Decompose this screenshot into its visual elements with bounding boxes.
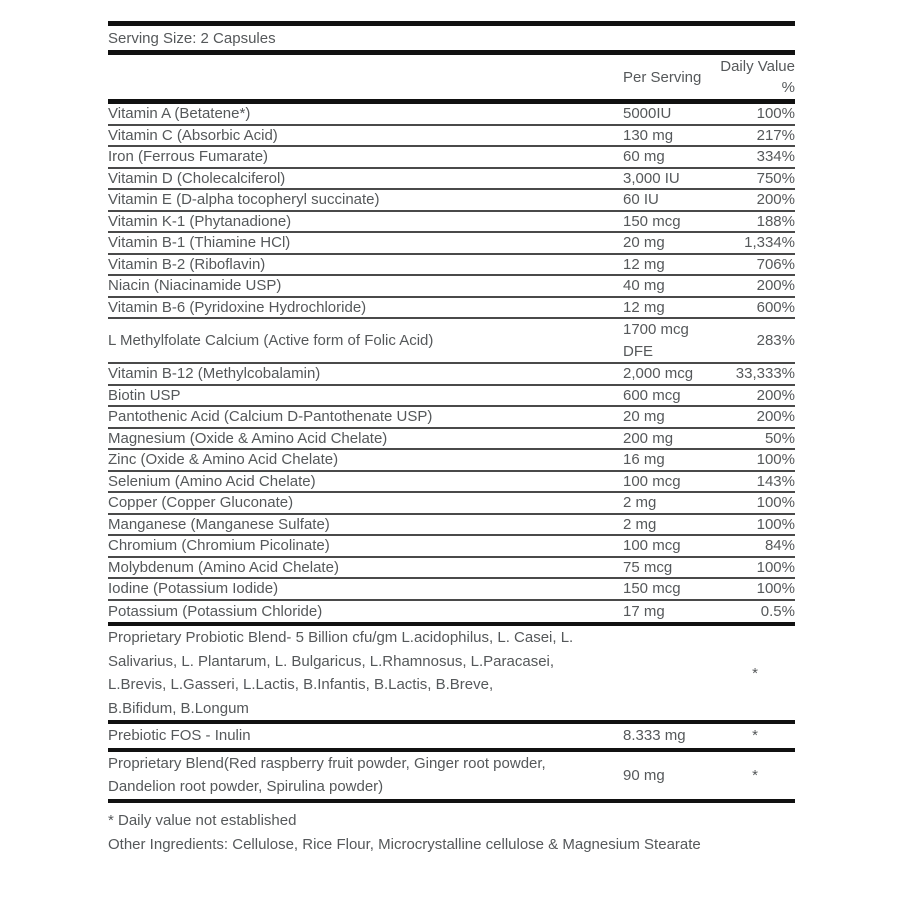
blend-row <box>108 724 795 748</box>
nutrient-row <box>108 536 795 558</box>
nutrient-daily-value: 1,334% <box>744 234 795 252</box>
nutrient-daily-value: 100% <box>756 451 795 469</box>
nutrient-amount: 150 mcg <box>623 580 681 598</box>
nutrient-row <box>108 429 795 451</box>
footnote-other-ingredients: Other Ingredients: Cellulose, Rice Flour, Microcrystalline cellulose & Magnesium Stearate <box>108 836 701 853</box>
nutrient-row <box>108 579 795 601</box>
nutrient-amount: 20 mg <box>623 234 665 252</box>
nutrient-daily-value: 100% <box>756 105 795 123</box>
per-serving-header: Per Serving <box>623 68 702 86</box>
nutrient-daily-value: 334% <box>756 148 795 166</box>
nutrient-name: Vitamin A (Betatene*) <box>108 105 251 123</box>
nutrient-row <box>108 190 795 212</box>
nutrient-name: Molybdenum (Amino Acid Chelate) <box>108 558 339 576</box>
nutrient-name: Copper (Copper Gluconate) <box>108 494 294 512</box>
nutrient-daily-value: 217% <box>756 126 795 144</box>
nutrient-daily-value: 100% <box>756 580 795 598</box>
nutrient-amount-line: DFE <box>623 342 653 360</box>
nutrient-daily-value: 84% <box>764 537 795 555</box>
nutrient-amount <box>623 319 715 363</box>
nutrient-amount: 5000IU <box>623 105 672 123</box>
nutrient-row <box>108 515 795 537</box>
nutrient-name: Biotin USP <box>108 386 181 404</box>
blend-name-line: B.Bifidum, B.Longum <box>108 699 249 717</box>
nutrient-row <box>108 169 795 191</box>
serving-size-row <box>108 26 795 50</box>
nutrient-amount: 20 mg <box>623 408 665 426</box>
blend-name-line: Prebiotic FOS - Inulin <box>108 727 251 744</box>
nutrient-row <box>108 386 795 408</box>
nutrient-name: Vitamin C (Absorbic Acid) <box>108 126 278 144</box>
nutrient-amount-line: 1700 mcg <box>623 320 689 338</box>
nutrient-row <box>108 407 795 429</box>
nutrient-name: Selenium (Amino Acid Chelate) <box>108 472 316 490</box>
nutrient-amount: 100 mcg <box>623 537 681 555</box>
footnotes <box>108 803 795 858</box>
nutrient-row <box>108 104 795 126</box>
nutrient-name: Iodine (Potassium Iodide) <box>108 580 279 598</box>
blend-daily-value: * <box>752 766 758 784</box>
nutrient-amount: 100 mcg <box>623 472 681 490</box>
nutrient-amount: 2 mg <box>623 515 657 533</box>
nutrient-name: Magnesium (Oxide & Amino Acid Chelate) <box>108 429 388 447</box>
nutrient-daily-value: 143% <box>756 472 795 490</box>
nutrient-row <box>108 493 795 515</box>
nutrient-daily-value: 200% <box>756 277 795 295</box>
blend-rows <box>108 626 795 803</box>
footnote-daily-value: * Daily value not established <box>108 811 297 829</box>
blend-name <box>108 724 623 748</box>
nutrient-name: L Methylfolate Calcium (Active form of Folic Acid) <box>108 332 434 349</box>
blend-row <box>108 752 795 799</box>
nutrient-name: Chromium (Chromium Picolinate) <box>108 537 330 555</box>
nutrient-amount: 150 mcg <box>623 212 681 230</box>
nutrient-row <box>108 147 795 169</box>
nutrient-name: Pantothenic Acid (Calcium D-Pantothenate USP) <box>108 408 433 426</box>
nutrient-daily-value: 600% <box>756 298 795 316</box>
nutrient-amount: 200 mg <box>623 429 674 447</box>
nutrient-name: Vitamin B-1 (Thiamine HCl) <box>108 234 291 252</box>
blend-name-line: L.Brevis, L.Gasseri, L.Lactis, B.Infantis, B.Lactis, B.Breve, <box>108 676 494 693</box>
nutrient-daily-value: 706% <box>756 255 795 273</box>
nutrient-row <box>108 601 795 623</box>
blend-daily-value: * <box>752 664 758 682</box>
nutrient-row <box>108 558 795 580</box>
nutrient-name: Vitamin B-6 (Pyridoxine Hydrochloride) <box>108 298 367 316</box>
nutrient-amount: 600 mcg <box>623 386 681 404</box>
daily-value-header-line2: % <box>781 79 795 96</box>
nutrient-daily-value: 100% <box>756 494 795 512</box>
nutrient-amount: 17 mg <box>623 602 665 620</box>
blend-name <box>108 752 623 799</box>
blend-name-line: Proprietary Blend(Red raspberry fruit powder, Ginger root powder, <box>108 754 546 772</box>
daily-value-header-line1: Daily Value <box>720 58 795 75</box>
blend-row <box>108 626 795 720</box>
nutrient-amount: 130 mg <box>623 126 674 144</box>
blend-name-line: Dandelion root powder, Spirulina powder) <box>108 778 384 795</box>
nutrient-row <box>108 472 795 494</box>
nutrient-amount: 12 mg <box>623 255 665 273</box>
nutrient-daily-value: 283% <box>756 332 795 349</box>
nutrient-daily-value: 100% <box>756 558 795 576</box>
nutrient-row <box>108 233 795 255</box>
nutrient-name: Vitamin B-2 (Riboflavin) <box>108 255 266 273</box>
nutrient-daily-value: 50% <box>764 429 795 447</box>
serving-size-label: Serving Size: 2 Capsules <box>108 29 276 47</box>
nutrient-name: Potassium (Potassium Chloride) <box>108 602 323 620</box>
nutrient-row <box>108 450 795 472</box>
nutrient-row <box>108 276 795 298</box>
nutrient-amount: 12 mg <box>623 298 665 316</box>
blend-name-line: Salivarius, L. Plantarum, L. Bulgaricus, L.Rhamnosus, L.Paracasei, <box>108 652 555 670</box>
daily-value-header <box>715 56 795 98</box>
nutrient-row <box>108 212 795 234</box>
blend-amount: 8.333 mg <box>623 727 686 745</box>
nutrient-amount: 75 mcg <box>623 558 673 576</box>
blend-name <box>108 626 623 720</box>
nutrient-name: Iron (Ferrous Fumarate) <box>108 148 269 166</box>
nutrient-row <box>108 298 795 320</box>
nutrient-amount: 60 IU <box>623 191 659 209</box>
nutrient-amount: 3,000 IU <box>623 169 680 187</box>
nutrient-row <box>108 364 795 386</box>
nutrient-daily-value: 100% <box>756 515 795 533</box>
nutrient-amount: 40 mg <box>623 277 665 295</box>
blend-name-line: Proprietary Probiotic Blend- 5 Billion cfu/gm L.acidophilus, L. Casei, L. <box>108 629 574 646</box>
nutrient-daily-value: 200% <box>756 191 795 209</box>
nutrient-row <box>108 255 795 277</box>
nutrient-daily-value: 200% <box>756 386 795 404</box>
nutrient-daily-value: 200% <box>756 408 795 426</box>
nutrient-daily-value: 33,333% <box>735 365 795 383</box>
blend-amount: 90 mg <box>623 766 665 784</box>
nutrient-daily-value: 0.5% <box>760 602 795 620</box>
nutrient-rows <box>108 104 795 622</box>
nutrient-amount: 60 mg <box>623 148 665 166</box>
nutrient-row <box>108 319 795 364</box>
nutrient-daily-value: 750% <box>756 169 795 187</box>
column-headers <box>108 55 795 99</box>
nutrient-amount: 2,000 mcg <box>623 365 694 383</box>
supplement-facts-panel <box>108 21 795 858</box>
nutrient-row <box>108 126 795 148</box>
nutrient-name: Niacin (Niacinamide USP) <box>108 277 282 295</box>
nutrient-name: Vitamin K-1 (Phytanadione) <box>108 212 292 230</box>
nutrient-amount: 2 mg <box>623 494 657 512</box>
nutrient-daily-value: 188% <box>756 212 795 230</box>
nutrient-name: Vitamin D (Cholecalciferol) <box>108 169 286 187</box>
blend-daily-value: * <box>752 727 758 745</box>
nutrient-name: Vitamin B-12 (Methylcobalamin) <box>108 365 321 383</box>
nutrient-name: Vitamin E (D-alpha tocopheryl succinate) <box>108 191 380 209</box>
nutrient-name: Manganese (Manganese Sulfate) <box>108 515 330 533</box>
nutrient-name: Zinc (Oxide & Amino Acid Chelate) <box>108 451 339 469</box>
nutrient-amount: 16 mg <box>623 451 665 469</box>
